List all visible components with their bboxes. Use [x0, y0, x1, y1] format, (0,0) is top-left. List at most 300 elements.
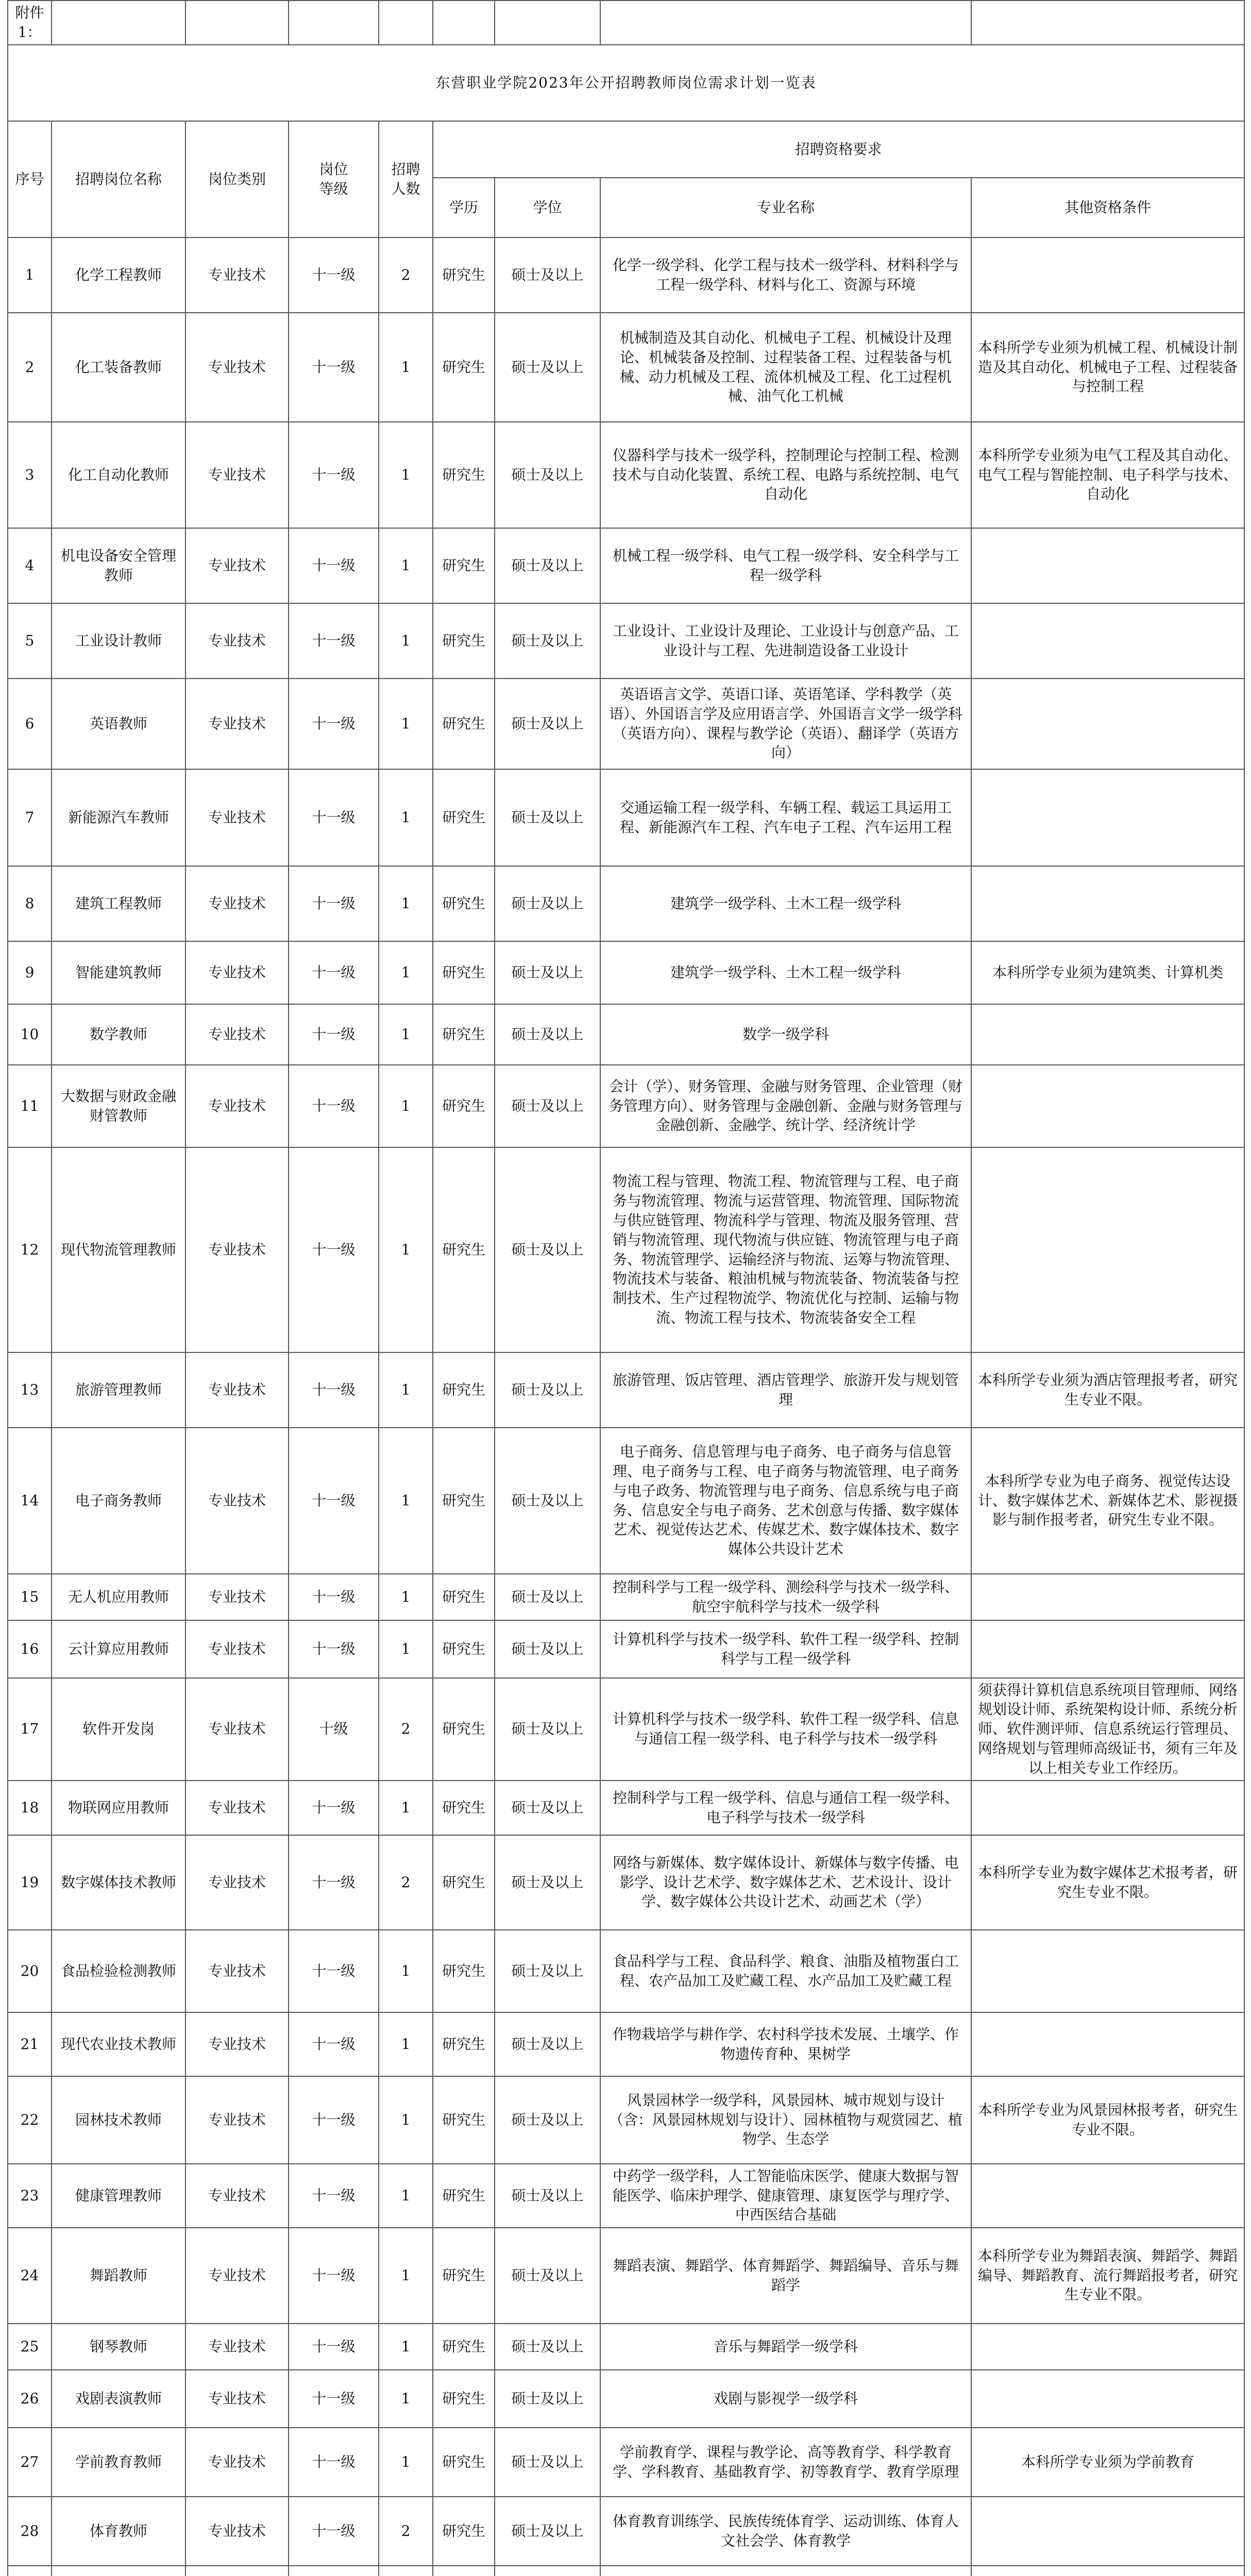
- cell-seq: 15: [8, 1574, 52, 1620]
- cell-major: 机械工程一级学科、电气工程一级学科、安全科学与工程一级学科: [600, 528, 971, 603]
- cell-other: [971, 1147, 1244, 1352]
- cell-seq: 20: [8, 1930, 52, 2012]
- cell-education: 研究生: [433, 2228, 495, 2324]
- header-seq: 序号: [8, 121, 52, 238]
- cell-category: 专业技术: [185, 679, 289, 769]
- cell-grade: 十一级: [289, 1428, 379, 1574]
- cell-degree: 硕士及以上: [495, 941, 600, 1004]
- cell-position: 英语教师: [52, 679, 185, 769]
- cell-other: [971, 528, 1244, 603]
- cell-position: 软件开发岗: [52, 1678, 185, 1781]
- cell-other: [971, 679, 1244, 769]
- table-row: [8, 238, 1244, 313]
- cell-count: 1: [379, 1352, 433, 1428]
- cell-education: 研究生: [433, 2324, 495, 2370]
- cell-grade: 十一级: [289, 769, 379, 866]
- cell-education: 研究生: [433, 1428, 495, 1574]
- cell-position: 体育教师: [52, 2497, 185, 2566]
- table-row: [8, 1620, 1244, 1678]
- cell-position: 旅游管理教师: [52, 1352, 185, 1428]
- table-row: [8, 2164, 1244, 2228]
- cell-degree: 硕士及以上: [495, 1574, 600, 1620]
- cell-category: 专业技术: [185, 1930, 289, 2012]
- cell-grade: 十一级: [289, 1065, 379, 1147]
- cell-count: 1: [379, 1428, 433, 1574]
- cell-major: 物流工程与管理、物流工程、物流管理与工程、电子商务与物流管理、物流与运营管理、物流管理、国际物流与供应链管理、物流科学与管理、物流及服务管理、营销与物流管理、现代物流与供应链、物流管理与电子商务、物流管理学、运输经济与物流、运筹与物流管理、物流技术与装备、粮油机械与物流装备、物流装备与控制技术、生产过程物流学、物流优化与控制、运输与物流、物流工程与技术、物流装备安全工程: [600, 1147, 971, 1352]
- header-major: 专业名称: [600, 178, 971, 238]
- cell-education: 研究生: [433, 679, 495, 769]
- cell-count: 1: [379, 313, 433, 422]
- cell-degree: 硕士及以上: [495, 313, 600, 422]
- cell-major: 食品科学与工程、食品科学、粮食、油脂及植物蛋白工程、农产品加工及贮藏工程、水产品加工及贮藏工程: [600, 1930, 971, 2012]
- cell-degree: 硕士及以上: [495, 1065, 600, 1147]
- cell-seq: 3: [8, 422, 52, 528]
- cell-degree: 硕士及以上: [495, 238, 600, 313]
- table-row: [8, 1065, 1244, 1147]
- cell-major: 体育教育训练学、民族传统体育学、运动训练、体育人文社会学、体育教学: [600, 2497, 971, 2566]
- cell-degree: 硕士及以上: [495, 1835, 600, 1930]
- cell-other: 本科所学专业须为电气工程及其自动化、电气工程与智能控制、电子科学与技术、自动化: [971, 422, 1244, 528]
- table-row: [8, 866, 1244, 941]
- cell-seq: 9: [8, 941, 52, 1004]
- cell-seq: 25: [8, 2324, 52, 2370]
- cell-count: 1: [379, 1574, 433, 1620]
- cell-grade: 十一级: [289, 422, 379, 528]
- table-row: [8, 422, 1244, 528]
- cell-position: 化工装备教师: [52, 313, 185, 422]
- cell-position: 学前教育教师: [52, 2428, 185, 2497]
- cell-seq: 17: [8, 1678, 52, 1781]
- cell-other: [971, 2324, 1244, 2370]
- attachment-row: [8, 1, 1244, 45]
- cell-position: 数字媒体技术教师: [52, 1835, 185, 1930]
- cell-degree: 硕士及以上: [495, 2228, 600, 2324]
- cell-count: 1: [379, 2324, 433, 2370]
- cell-grade: 十一级: [289, 2324, 379, 2370]
- cell-seq: 7: [8, 769, 52, 866]
- cell-position: 智能建筑教师: [52, 941, 185, 1004]
- cell-position: 建筑工程教师: [52, 866, 185, 941]
- table-row: [8, 1930, 1244, 2012]
- cell-count: 1: [379, 603, 433, 679]
- cell-count: 2: [379, 1678, 433, 1781]
- cell-education: 研究生: [433, 528, 495, 603]
- cell-category: 专业技术: [185, 2428, 289, 2497]
- cell-other: [971, 238, 1244, 313]
- cell-seq: 27: [8, 2428, 52, 2497]
- cell-education: 研究生: [433, 1620, 495, 1678]
- header-qualification-group: 招聘资格要求: [433, 121, 1244, 178]
- cell-count: 1: [379, 769, 433, 866]
- cell-degree: 硕士及以上: [495, 769, 600, 866]
- cell-major: 控制科学与工程一级学科、测绘科学与技术一级学科、航空宇航科学与技术一级学科: [600, 1574, 971, 1620]
- cell-other: [971, 1930, 1244, 2012]
- cell-grade: [289, 2566, 379, 2576]
- cell-degree: 硕士及以上: [495, 1147, 600, 1352]
- attachment-label: 附件1：: [8, 1, 52, 45]
- cell-grade: 十一级: [289, 2428, 379, 2497]
- page-title: 东营职业学院2023年公开招聘教师岗位需求计划一览表: [8, 45, 1244, 121]
- cell-seq: 28: [8, 2497, 52, 2566]
- table-row: [8, 1678, 1244, 1781]
- cell-major: 英语语言文学、英语口译、英语笔译、学科教学（英语）、外国语言学及应用语言学、外国语言文学一级学科（英语方向）、课程与教学论（英语）、翻译学（英语方向）: [600, 679, 971, 769]
- header-count: 招聘人数: [379, 121, 433, 238]
- cell-seq: 14: [8, 1428, 52, 1574]
- cell-grade: 十一级: [289, 2012, 379, 2076]
- table-row: [8, 2497, 1244, 2566]
- cell-other: [971, 2164, 1244, 2228]
- cell-seq: 23: [8, 2164, 52, 2228]
- cell-position: 电子商务教师: [52, 1428, 185, 1574]
- cell-other: [971, 1004, 1244, 1065]
- cell-education: 研究生: [433, 238, 495, 313]
- cell-seq: 26: [8, 2370, 52, 2428]
- cell-count: 1: [379, 2228, 433, 2324]
- cell-degree: 硕士及以上: [495, 422, 600, 528]
- cell-count: 1: [379, 866, 433, 941]
- cell-major: 控制科学与工程一级学科、信息与通信工程一级学科、电子科学与技术一级学科: [600, 1781, 971, 1835]
- header-grade: 岗位 等级: [289, 121, 379, 238]
- cell-category: 专业技术: [185, 1781, 289, 1835]
- cell-major: 戏剧与影视学一级学科: [600, 2370, 971, 2428]
- cell-degree: 硕士及以上: [495, 2164, 600, 2228]
- cell-category: 专业技术: [185, 1004, 289, 1065]
- cell-position: 工业设计教师: [52, 603, 185, 679]
- table-row: [8, 528, 1244, 603]
- cell-other: [971, 2566, 1244, 2576]
- cell-major: 电子商务、信息管理与电子商务、电子商务与信息管理、电子商务与工程、电子商务与物流管理、电子商务与电子政务、物流管理与电子商务、信息系统与电子商务、信息安全与电子商务、艺术创意与传播、数字媒体艺术、视觉传达艺术、传媒艺术、数字媒体技术、数字媒体公共设计艺术: [600, 1428, 971, 1574]
- cell-other: [971, 1781, 1244, 1835]
- cell-count: [379, 2566, 433, 2576]
- cell-category: 专业技术: [185, 2370, 289, 2428]
- cell-category: 专业技术: [185, 1620, 289, 1678]
- header-degree: 学位: [495, 178, 600, 238]
- cell-major: 网络与新媒体、数字媒体设计、新媒体与数字传播、电影学、设计艺术学、数字媒体艺术、艺术设计、设计学、数字媒体公共设计艺术、动画艺术（学）: [600, 1835, 971, 1930]
- cell-grade: 十一级: [289, 1835, 379, 1930]
- table-row: [8, 603, 1244, 679]
- cell-other: [971, 769, 1244, 866]
- cell-category: 专业技术: [185, 2012, 289, 2076]
- cell-education: 研究生: [433, 422, 495, 528]
- table-row: [8, 679, 1244, 769]
- cell-degree: 硕士及以上: [495, 2012, 600, 2076]
- cell-category: 专业技术: [185, 1678, 289, 1781]
- cell-count: 1: [379, 1065, 433, 1147]
- cell-other: 本科所学专业须为学前教育: [971, 2428, 1244, 2497]
- cell-major: 机械制造及其自动化、机械电子工程、机械设计及理论、机械装备及控制、过程装备工程、过程装备与机械、动力机械及工程、流体机械及工程、化工过程机械、油气化工机械: [600, 313, 971, 422]
- cell-seq: 24: [8, 2228, 52, 2324]
- cell-degree: 硕士及以上: [495, 679, 600, 769]
- cell-major: 计算机科学与技术一级学科、软件工程一级学科、信息与通信工程一级学科、电子科学与技术一级学科: [600, 1678, 971, 1781]
- cell-education: 研究生: [433, 2497, 495, 2566]
- table-row: [8, 1835, 1244, 1930]
- cell-degree: 硕士及以上: [495, 2497, 600, 2566]
- cell-other: [971, 603, 1244, 679]
- cell-count: 1: [379, 1781, 433, 1835]
- cell-position: 物联网应用教师: [52, 1781, 185, 1835]
- cell-category: 专业技术: [185, 1352, 289, 1428]
- header-other: 其他资格条件: [971, 178, 1244, 238]
- cell-seq: 4: [8, 528, 52, 603]
- cell-category: 专业技术: [185, 866, 289, 941]
- table-row: [8, 1147, 1244, 1352]
- cell-grade: 十一级: [289, 1930, 379, 2012]
- cell-grade: 十一级: [289, 679, 379, 769]
- header-row-1: [8, 121, 1244, 178]
- table-row: [8, 2324, 1244, 2370]
- cell-position: 机电设备安全管理教师: [52, 528, 185, 603]
- cell-seq: 2: [8, 313, 52, 422]
- cell-seq: 10: [8, 1004, 52, 1065]
- cell-grade: 十一级: [289, 528, 379, 603]
- cell-grade: 十一级: [289, 1004, 379, 1065]
- cell-education: 研究生: [433, 1835, 495, 1930]
- cell-major: 会计（学）、财务管理、金融与财务管理、企业管理（财务管理方向）、财务管理与金融创新、金融与财务管理与金融创新、金融学、统计学、经济统计学: [600, 1065, 971, 1147]
- table-row: [8, 2076, 1244, 2164]
- cell-grade: 十一级: [289, 603, 379, 679]
- cell-education: 研究生: [433, 2012, 495, 2076]
- cell-major: 旅游管理、饭店管理、酒店管理学、旅游开发与规划管理: [600, 1352, 971, 1428]
- cell-category: 专业技术: [185, 2324, 289, 2370]
- cell-other: 本科所学专业须为建筑类、计算机类: [971, 941, 1244, 1004]
- cell-position: 园林技术教师: [52, 2076, 185, 2164]
- cell-seq: 21: [8, 2012, 52, 2076]
- cell-education: 研究生: [433, 769, 495, 866]
- cell-count: 1: [379, 1147, 433, 1352]
- cell-position: 大数据与财政金融财管教师: [52, 1065, 185, 1147]
- cell-category: 专业技术: [185, 2228, 289, 2324]
- cell-seq: 12: [8, 1147, 52, 1352]
- cell-category: [185, 2566, 289, 2576]
- cell-other: 本科所学专业为数字媒体艺术报考者，研究生专业不限。: [971, 1835, 1244, 1930]
- cell-other: [971, 1574, 1244, 1620]
- cell-category: 专业技术: [185, 603, 289, 679]
- table-row: [8, 1781, 1244, 1835]
- table-row: [8, 2228, 1244, 2324]
- cell-position: 现代物流管理教师: [52, 1147, 185, 1352]
- cell-other: [971, 1620, 1244, 1678]
- cell-major: 音乐与舞蹈学一级学科: [600, 2324, 971, 2370]
- cell-major: 中药学一级学科，人工智能临床医学、健康大数据与智能医学、临床护理学、健康管理、康复医学与理疗学、中西医结合基础: [600, 2164, 971, 2228]
- cell-category: 专业技术: [185, 313, 289, 422]
- cell-degree: 硕士及以上: [495, 528, 600, 603]
- cell-other: 须获得计算机信息系统项目管理师、网络规划设计师、系统架构设计师、系统分析师、软件测评师、信息系统运行管理员、网络规划与管理师高级证书，须有三年及以上相关专业工作经历。: [971, 1678, 1244, 1781]
- cell-category: 专业技术: [185, 2164, 289, 2228]
- cell-degree: 硕士及以上: [495, 1678, 600, 1781]
- cell-category: 专业技术: [185, 422, 289, 528]
- table-row: [8, 2370, 1244, 2428]
- cell-other: [971, 2012, 1244, 2076]
- cell-education: 研究生: [433, 1004, 495, 1065]
- cell-count: 2: [379, 238, 433, 313]
- cell-count: 1: [379, 2370, 433, 2428]
- cell-seq: 11: [8, 1065, 52, 1147]
- cell-major: 舞蹈表演、舞蹈学、体育舞蹈学、舞蹈编导、音乐与舞蹈学: [600, 2228, 971, 2324]
- cell-other: 本科所学专业为电子商务、视觉传达设计、数字媒体艺术、新媒体艺术、影视摄影与制作报考者，研究生专业不限。: [971, 1428, 1244, 1574]
- cell-education: 研究生: [433, 1930, 495, 2012]
- cell-seq: 1: [8, 238, 52, 313]
- cell-education: 研究生: [433, 313, 495, 422]
- cell-seq: 18: [8, 1781, 52, 1835]
- cell-grade: 十一级: [289, 2228, 379, 2324]
- table-row: [8, 2428, 1244, 2497]
- cell-category: 专业技术: [185, 1065, 289, 1147]
- cell-category: 专业技术: [185, 2497, 289, 2566]
- cell-count: 1: [379, 1930, 433, 2012]
- cell-degree: 硕士及以上: [495, 2370, 600, 2428]
- cell-other: [971, 1065, 1244, 1147]
- cell-grade: 十一级: [289, 238, 379, 313]
- cell-education: 研究生: [433, 2428, 495, 2497]
- cell-position: [52, 2566, 185, 2576]
- cell-grade: 十一级: [289, 2370, 379, 2428]
- cell-education: 研究生: [433, 866, 495, 941]
- cell-count: 2: [379, 2497, 433, 2566]
- cell-degree: 硕士及以上: [495, 2428, 600, 2497]
- cell-count: 1: [379, 2164, 433, 2228]
- cell-major: 学前教育学、课程与教学论、高等教育学、科学教育学、学科教育、基础教育学、初等教育学、教育学原理: [600, 2428, 971, 2497]
- cell-degree: 硕士及以上: [495, 1428, 600, 1574]
- cell-position: 食品检验检测教师: [52, 1930, 185, 2012]
- cell-other: 本科所学专业须为酒店管理报考者，研究生专业不限。: [971, 1352, 1244, 1428]
- cell-grade: 十一级: [289, 1574, 379, 1620]
- cell-category: 专业技术: [185, 769, 289, 866]
- recruitment-table: [7, 0, 1245, 2576]
- cell-major: 计算机科学与技术一级学科、软件工程一级学科、控制科学与工程一级学科: [600, 1620, 971, 1678]
- cell-position: 数学教师: [52, 1004, 185, 1065]
- cell-position: 戏剧表演教师: [52, 2370, 185, 2428]
- cell-seq: 5: [8, 603, 52, 679]
- cell-seq: [8, 2566, 52, 2576]
- cell-major: 仪器科学与技术一级学科，控制理论与控制工程、检测技术与自动化装置、系统工程、电路与系统控制、电气自动化: [600, 422, 971, 528]
- table-row: [8, 769, 1244, 866]
- cell-major: 化学一级学科、化学工程与技术一级学科、材料科学与工程一级学科、材料与化工、资源与环境: [600, 238, 971, 313]
- cell-major: 建筑学一级学科、土木工程一级学科: [600, 866, 971, 941]
- cell-other: 本科所学专业为舞蹈表演、舞蹈学、舞蹈编导、舞蹈教育、流行舞蹈报考者，研究生专业不限。: [971, 2228, 1244, 2324]
- cell-position: 钢琴教师: [52, 2324, 185, 2370]
- table-row: [8, 313, 1244, 422]
- cell-count: 1: [379, 679, 433, 769]
- cell-education: 研究生: [433, 1678, 495, 1781]
- table-row: [8, 1004, 1244, 1065]
- cell-category: 专业技术: [185, 941, 289, 1004]
- cell-grade: 十一级: [289, 313, 379, 422]
- cell-category: 专业技术: [185, 1835, 289, 1930]
- cell-count: 1: [379, 1004, 433, 1065]
- header-category: 岗位类别: [185, 121, 289, 238]
- cell-major: 交通运输工程一级学科、车辆工程、载运工具运用工程、新能源汽车工程、汽车电子工程、汽车运用工程: [600, 769, 971, 866]
- cell-seq: 13: [8, 1352, 52, 1428]
- header-position: 招聘岗位名称: [52, 121, 185, 238]
- table-row: [8, 1352, 1244, 1428]
- cell-seq: 16: [8, 1620, 52, 1678]
- cell-category: 专业技术: [185, 528, 289, 603]
- cell-education: 研究生: [433, 603, 495, 679]
- table-row: [8, 2566, 1244, 2576]
- cell-degree: 硕士及以上: [495, 1930, 600, 2012]
- cell-other: [971, 2370, 1244, 2428]
- cell-seq: 19: [8, 1835, 52, 1930]
- cell-count: 1: [379, 2076, 433, 2164]
- cell-category: 专业技术: [185, 2076, 289, 2164]
- cell-major: 工业设计、工业设计及理论、工业设计与创意产品、工业设计与工程、先进制造设备工业设计: [600, 603, 971, 679]
- cell-degree: 硕士及以上: [495, 603, 600, 679]
- cell-position: 新能源汽车教师: [52, 769, 185, 866]
- cell-other: 本科所学专业须为机械工程、机械设计制造及其自动化、机械电子工程、过程装备与控制工程: [971, 313, 1244, 422]
- cell-category: 专业技术: [185, 1147, 289, 1352]
- cell-education: 研究生: [433, 1352, 495, 1428]
- cell-grade: 十一级: [289, 2076, 379, 2164]
- cell-grade: 十一级: [289, 2497, 379, 2566]
- cell-seq: 8: [8, 866, 52, 941]
- cell-position: 健康管理教师: [52, 2164, 185, 2228]
- header-education: 学历: [433, 178, 495, 238]
- cell-seq: 22: [8, 2076, 52, 2164]
- cell-count: 2: [379, 1835, 433, 1930]
- cell-degree: [495, 2566, 600, 2576]
- cell-position: 舞蹈教师: [52, 2228, 185, 2324]
- cell-other: [971, 866, 1244, 941]
- cell-education: 研究生: [433, 2370, 495, 2428]
- table-row: [8, 1574, 1244, 1620]
- cell-education: 研究生: [433, 1781, 495, 1835]
- cell-major: 建筑学一级学科、土木工程一级学科: [600, 941, 971, 1004]
- cell-grade: 十一级: [289, 1352, 379, 1428]
- cell-degree: 硕士及以上: [495, 1781, 600, 1835]
- cell-degree: 硕士及以上: [495, 866, 600, 941]
- cell-count: 1: [379, 2012, 433, 2076]
- cell-grade: 十级: [289, 1678, 379, 1781]
- cell-degree: 硕士及以上: [495, 2324, 600, 2370]
- cell-degree: 硕士及以上: [495, 1620, 600, 1678]
- cell-education: 研究生: [433, 1574, 495, 1620]
- cell-education: [433, 2566, 495, 2576]
- cell-count: 1: [379, 1620, 433, 1678]
- cell-position: 无人机应用教师: [52, 1574, 185, 1620]
- cell-grade: 十一级: [289, 941, 379, 1004]
- cell-grade: 十一级: [289, 1620, 379, 1678]
- cell-major: 作物栽培学与耕作学、农村科学技术发展、土壤学、作物遗传育种、果树学: [600, 2012, 971, 2076]
- title-row: [8, 45, 1244, 121]
- cell-degree: 硕士及以上: [495, 2076, 600, 2164]
- cell-major: [600, 2566, 971, 2576]
- cell-position: 化学工程教师: [52, 238, 185, 313]
- cell-education: 研究生: [433, 2076, 495, 2164]
- cell-count: 1: [379, 941, 433, 1004]
- cell-degree: 硕士及以上: [495, 1352, 600, 1428]
- cell-seq: 6: [8, 679, 52, 769]
- cell-grade: 十一级: [289, 2164, 379, 2228]
- cell-education: 研究生: [433, 2164, 495, 2228]
- cell-count: 1: [379, 528, 433, 603]
- cell-education: 研究生: [433, 1065, 495, 1147]
- cell-position: 现代农业技术教师: [52, 2012, 185, 2076]
- cell-category: 专业技术: [185, 1574, 289, 1620]
- cell-degree: 硕士及以上: [495, 1004, 600, 1065]
- cell-other: [971, 2497, 1244, 2566]
- cell-major: 风景园林学一级学科，风景园林、城市规划与设计（含：风景园林规划与设计）、园林植物与观赏园艺、植物学、生态学: [600, 2076, 971, 2164]
- cell-position: 云计算应用教师: [52, 1620, 185, 1678]
- cell-category: 专业技术: [185, 238, 289, 313]
- cell-count: 1: [379, 422, 433, 528]
- cell-category: 专业技术: [185, 1428, 289, 1574]
- cell-count: 1: [379, 2428, 433, 2497]
- cell-other: 本科所学专业为风景园林报考者，研究生专业不限。: [971, 2076, 1244, 2164]
- cell-position: 化工自动化教师: [52, 422, 185, 528]
- table-row: [8, 2012, 1244, 2076]
- cell-education: 研究生: [433, 941, 495, 1004]
- table-row: [8, 941, 1244, 1004]
